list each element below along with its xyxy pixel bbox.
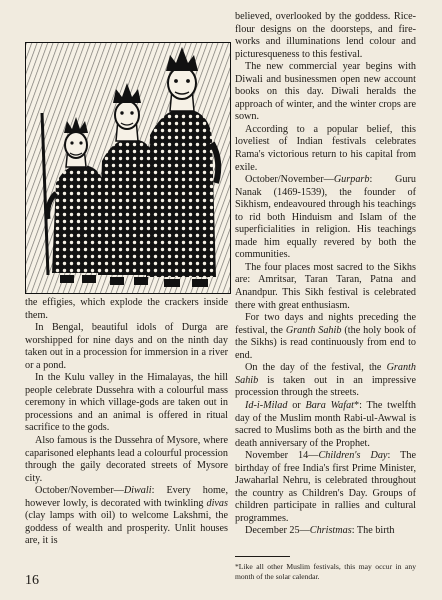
paragraph: [25, 485, 228, 548]
paragraph: [25, 372, 228, 435]
text-run: The new commercial year begins with Diwali and businessmen open new account books on this day. Diwali heralds the approach of winter, and the winter crops are sown.: [235, 61, 416, 123]
paragraph: [235, 262, 416, 312]
text-run: October/November—: [35, 485, 124, 497]
text-run: (clay lamps with oil) to welcome Lakshmi, the goddess of wealth and prosperity. Unlit houses are, it is: [25, 510, 228, 547]
text-run: (the holy book of the Sikhs) is read continuously from end to end.: [235, 324, 416, 361]
text-run: the effigies, which explode the crackers inside them.: [25, 297, 228, 321]
paragraph: [235, 362, 416, 400]
footnote: *Like all other Muslim festivals, this may occur in any month of the solar calendar.: [235, 562, 416, 581]
text-run: October/November—: [245, 174, 334, 186]
paragraph: [25, 322, 228, 372]
text-run: November 14—: [245, 450, 319, 462]
paragraph: [235, 174, 416, 262]
text-run: On the day of the festival, the: [245, 362, 387, 374]
page-number: 16: [25, 573, 39, 588]
text-run: : The birthday of free India's first Prime Minister, Jawaharlal Nehru, is celebrated throughout the country as Children's Day. Groups of children participate in rallies and cultural programmes.: [235, 450, 416, 524]
text-run: In the Kulu valley in the Himalayas, the hill people celebrate Dussehra with a colourful mass ceremony in which village-gods are taken out in processions and an animal is offered in ritual sacrifice to the gods.: [25, 372, 228, 434]
text-run: : Every home, however lowly, is decorated with twinkling: [25, 485, 228, 509]
paragraph: [235, 450, 416, 525]
three-figures-woodcut: [26, 43, 230, 293]
woodcut-illustration: [25, 42, 231, 294]
text-run: The four places most sacred to the Sikhs are: Amritsar, Taran Taran, Patna and Anandpur. This Sikh festival is celebrated there with great enthusiasm.: [235, 261, 416, 311]
italic-term: Bara Wafat: [305, 399, 355, 411]
text-run: December 25—: [245, 525, 310, 537]
italic-term: Christmas: [309, 525, 352, 537]
paragraph: [235, 61, 416, 124]
paragraph: [235, 11, 416, 61]
paragraph: [235, 400, 416, 450]
italic-term: Granth Sahib: [235, 362, 416, 386]
text-run: According to a popular belief, this loveliest of Indian festivals celebrates Rama's victorious return to his capital from exile.: [235, 123, 416, 173]
italic-term: Id-i-Milad: [245, 399, 288, 411]
italic-term: Granth Sahib: [285, 324, 342, 336]
left-text-column: [25, 297, 228, 548]
text-run: In Bengal, beautiful idols of Durga are worshipped for nine days and on the ninth day taken out in a procession for immersion in a river or a pond.: [25, 322, 228, 371]
footnote-rule: [235, 556, 290, 557]
text-run: *: The twelfth day of the Muslim month Rabi-ul-Awwal is sacred to Muslims both as the birth and the death anniversary of the Prophet.: [235, 399, 416, 449]
italic-term: divas: [206, 497, 228, 509]
text-run: is taken out in an impressive procession through the streets.: [235, 374, 416, 399]
paragraph: [235, 312, 416, 362]
italic-term: Children's Day: [318, 450, 388, 462]
italic-term: Gurparb: [333, 174, 370, 186]
text-run: or: [287, 399, 306, 411]
text-run: Also famous is the Dussehra of Mysore, where caparisoned elephants lead a colourful procession through the gaily decorated streets of Mysore city.: [25, 435, 228, 484]
italic-term: Diwali: [123, 485, 152, 497]
paragraph: [235, 124, 416, 174]
text-run: For two days and nights preceding the festival, the: [235, 312, 416, 336]
text-run: believed, overlooked by the goddess. Rice-flour designs on the doorsteps, and fire-works and illuminations lend colour and picturesqueness to this festival.: [235, 11, 416, 60]
paragraph: [25, 297, 228, 322]
right-text-column: [235, 11, 416, 538]
paragraph: [25, 435, 228, 485]
paragraph: [235, 525, 416, 538]
text-run: : Guru Nanak (1469-1539), the founder of Sikhism, endeavoured through his teachings to rid both Hinduism and Islam of the superficialities in religion. His teachings made him equally revered by both the communities.: [235, 174, 416, 261]
text-run: : The birth: [351, 525, 395, 537]
